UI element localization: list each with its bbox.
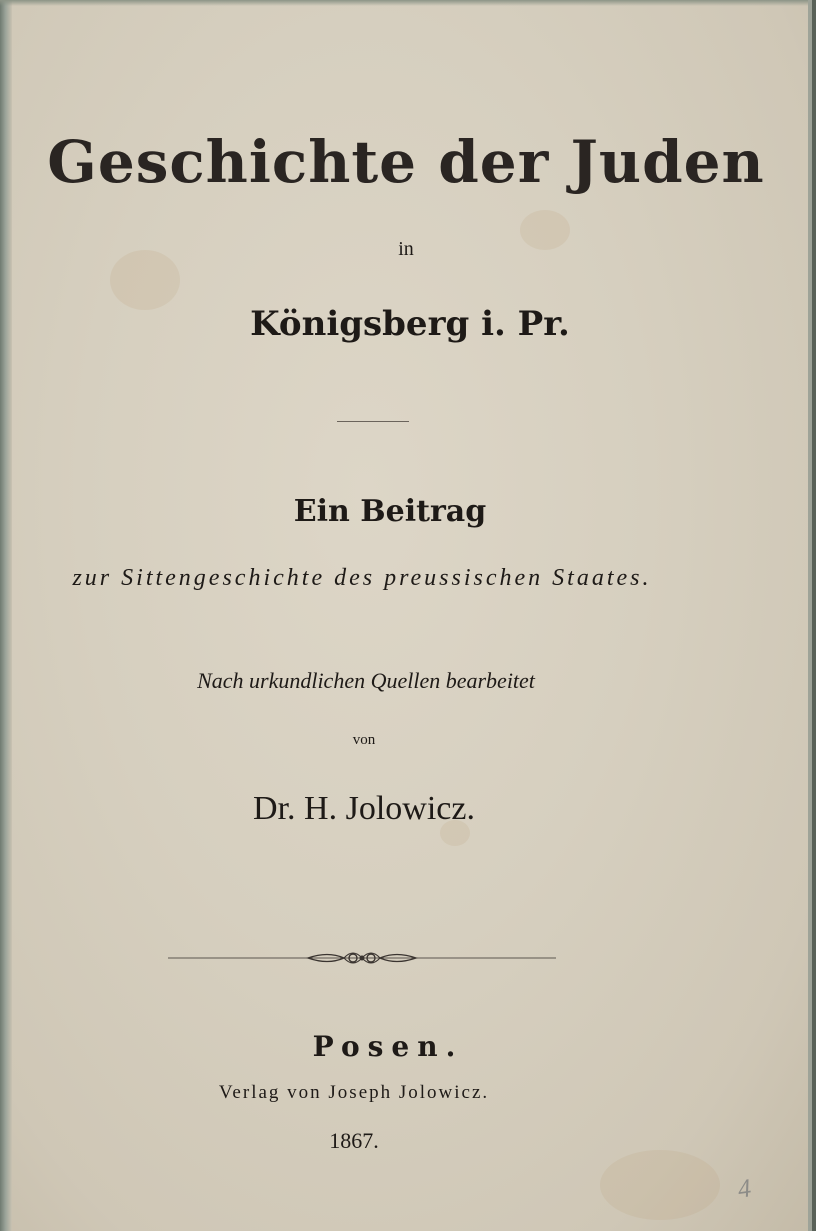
subtitle-line-2: zur Sittengeschichte des preussischen Staates. [72, 565, 652, 591]
subtitle: Ein Beitrag [293, 494, 487, 529]
by-word: von [352, 732, 376, 748]
top-edge-shadow [0, 0, 812, 6]
paper-stain [600, 1150, 720, 1220]
city-name: Königsberg i. Pr. [250, 304, 570, 344]
publication-year: 1867. [329, 1128, 379, 1153]
publisher: Verlag von Joseph Jolowicz. [218, 1082, 490, 1103]
author-name: Dr. H. Jolowicz. [253, 790, 475, 827]
handwritten-shelfmark: 4 [735, 1173, 753, 1204]
publication-place: Posen. [312, 1030, 464, 1063]
title-preposition: in [398, 238, 414, 260]
ornamental-divider [168, 946, 556, 970]
short-divider-rule [337, 421, 409, 422]
book-title: Geschichte der Juden [47, 128, 765, 196]
sources-note: Nach urkundlichen Quellen bearbeitet [197, 668, 535, 693]
